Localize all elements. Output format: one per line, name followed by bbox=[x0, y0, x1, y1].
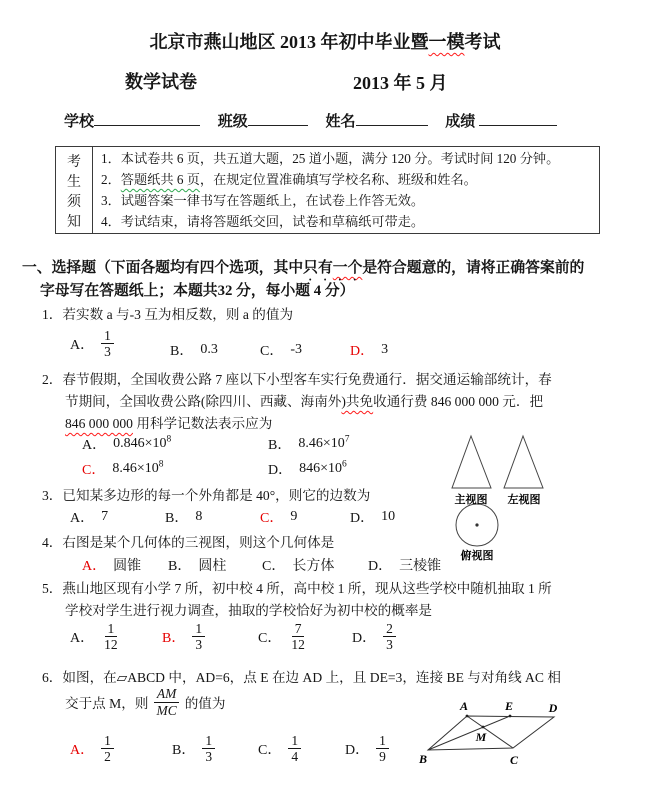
point-e-dot bbox=[509, 715, 512, 718]
field-class-blank bbox=[248, 112, 308, 126]
notice-side-char-3: 须 bbox=[67, 195, 81, 210]
q5-option-d-letter: D． bbox=[352, 630, 377, 646]
front-view-label: 主视图 bbox=[454, 494, 488, 506]
q4-option-a-letter: A． bbox=[82, 559, 107, 574]
q4-option-b-letter: B． bbox=[168, 559, 192, 574]
q6-b-denominator: 3 bbox=[205, 749, 213, 765]
exam-date: 2013 年 5 月 bbox=[353, 73, 448, 93]
title-wavy-segment: 一模 bbox=[428, 32, 465, 52]
q1-option-a-fraction bbox=[101, 328, 114, 359]
section-post: 是符合题意的，请将正确答案前的 bbox=[362, 260, 585, 276]
q1-option-b-letter: B． bbox=[170, 344, 194, 359]
front-view-triangle bbox=[452, 436, 491, 488]
question-1-text: 1．若实数 a 与-3 互为相反数，则 a 的值为 bbox=[42, 307, 294, 322]
q6-option-d bbox=[345, 733, 389, 764]
q2-b-base: 8.46×10 bbox=[298, 436, 345, 451]
q5-a-denominator: 12 bbox=[104, 637, 118, 653]
q6-option-c bbox=[258, 733, 301, 764]
q2-option-a-value bbox=[113, 436, 171, 452]
student-info-row bbox=[64, 110, 571, 131]
q4-option-c bbox=[262, 555, 334, 575]
q3-option-b-value: 8 bbox=[195, 509, 203, 524]
q2-option-d-letter: D． bbox=[268, 463, 293, 478]
q6-b-numerator: 1 bbox=[202, 733, 215, 749]
field-school-blank bbox=[94, 112, 200, 126]
question-4-text: 4．右图是某个几何体的三视图，则这个几何体是 bbox=[42, 535, 335, 550]
q6-a-denominator: 2 bbox=[104, 749, 111, 765]
q1-a-denominator: 3 bbox=[104, 344, 111, 360]
q4-option-b bbox=[168, 555, 226, 575]
q2-a-exponent: 8 bbox=[166, 434, 172, 445]
field-name bbox=[326, 114, 428, 130]
q2-a-base: 0.846×10 bbox=[113, 436, 167, 451]
q1-option-d-letter: D． bbox=[350, 344, 375, 359]
q2-option-b bbox=[268, 434, 350, 454]
q6-inline-fraction bbox=[153, 686, 179, 717]
q3-option-d bbox=[350, 507, 395, 527]
notice-item-1: 1．本试卷共 6 页，共五道大题，25 道小题，满分 120 分。考试时间 120 分钟。 bbox=[101, 151, 560, 166]
notice-item-4: 4．考试结束，请将答题纸交回，试卷和草稿纸可带走。 bbox=[101, 214, 425, 229]
q6-option-a-fraction bbox=[101, 733, 114, 764]
q6-option-b-letter: B． bbox=[172, 742, 196, 758]
vertex-e-label: E bbox=[504, 699, 514, 713]
q4-option-d bbox=[368, 555, 441, 575]
q2-option-d-value bbox=[299, 461, 347, 477]
point-a-dot bbox=[466, 715, 469, 718]
q5-b-numerator: 1 bbox=[192, 621, 205, 637]
field-score bbox=[445, 114, 557, 130]
notice-item-3: 3．试题答案一律书写在答题纸上，在试卷上作答无效。 bbox=[101, 193, 425, 208]
q6-option-b bbox=[172, 733, 215, 764]
field-score-label: 成绩 bbox=[445, 114, 476, 130]
q2-d-exponent: 6 bbox=[342, 459, 347, 470]
q5-option-b-letter: B． bbox=[162, 630, 186, 646]
point-m-dot bbox=[482, 726, 485, 729]
q2-line2-wavy: )共免 bbox=[341, 394, 374, 409]
candidate-notice-box bbox=[55, 146, 600, 234]
q2-option-b-letter: B． bbox=[268, 438, 292, 453]
q2-line2-rest: 收通行费 846 000 000 元．把 bbox=[373, 394, 544, 409]
q2-c-base: 8.46×10 bbox=[112, 461, 159, 476]
q5-a-numerator: 1 bbox=[105, 621, 118, 637]
vertex-c-label: C bbox=[509, 753, 519, 767]
field-class-label: 班级 bbox=[217, 114, 248, 130]
q2-line3-rest: 用科学记数法表示应为 bbox=[132, 416, 273, 431]
q2-line2-pre: 节期间，全国收费公路(除四川、西藏、海南外 bbox=[65, 394, 342, 409]
q2-option-c bbox=[82, 459, 164, 479]
q2-option-a-letter: A． bbox=[82, 438, 107, 453]
field-school-label: 学校 bbox=[64, 114, 95, 130]
q5-option-a-fraction bbox=[101, 621, 121, 652]
q5-d-numerator: 2 bbox=[383, 621, 396, 637]
q6-a-numerator: 1 bbox=[101, 733, 114, 749]
point-m-label: M bbox=[475, 730, 487, 744]
vertex-d-label: D bbox=[548, 701, 558, 715]
section-heading-line2: 字母写在答题纸上；本题共32 分，每小题 4 分） bbox=[40, 283, 355, 299]
top-view-label: 俯视图 bbox=[460, 550, 494, 562]
q3-option-c-letter: C． bbox=[260, 511, 284, 526]
question-6-line1: 6．如图，在▱ABCD 中，AD=6，点 E 在边 AD 上，且 DE=3，连接 BE 与对角线 AC 相 bbox=[42, 670, 561, 685]
q6-fraction-numerator: AM bbox=[154, 686, 180, 702]
q3-option-a bbox=[70, 507, 108, 527]
field-name-label: 姓名 bbox=[325, 114, 356, 130]
q2-option-b-value bbox=[298, 436, 349, 452]
q5-d-denominator: 3 bbox=[386, 637, 393, 653]
q2-d-base: 846×10 bbox=[299, 461, 343, 476]
question-5-line2: 学校对学生进行视力调查，抽取的学校恰好为初中校的概率是 bbox=[65, 603, 433, 618]
three-views-drawing bbox=[446, 428, 571, 563]
q2-option-c-value bbox=[112, 461, 163, 477]
q6-c-denominator: 4 bbox=[291, 749, 299, 765]
q6-line2-pre: 交于点 M，则 bbox=[65, 696, 149, 711]
vertex-a-label: A bbox=[459, 699, 469, 713]
q5-option-a-letter: A． bbox=[70, 630, 95, 646]
left-view-triangle bbox=[504, 436, 543, 488]
diagonal-ac bbox=[467, 716, 513, 748]
q1-option-c bbox=[260, 340, 302, 360]
q6-option-b-fraction bbox=[202, 733, 215, 764]
q4-option-d-letter: D． bbox=[368, 559, 393, 574]
q3-option-a-value: 7 bbox=[101, 509, 109, 524]
q2-b-exponent: 7 bbox=[344, 434, 350, 445]
q6-d-denominator: 9 bbox=[379, 749, 386, 765]
q5-option-c-letter: C． bbox=[258, 630, 282, 646]
notice-side-char-2: 生 bbox=[67, 175, 81, 190]
q5-option-a bbox=[70, 621, 121, 652]
q2-option-c-letter: C． bbox=[82, 463, 106, 478]
q4-option-d-value: 三棱锥 bbox=[399, 559, 442, 574]
field-score-blank bbox=[479, 112, 557, 126]
q5-option-b bbox=[162, 621, 205, 652]
q3-option-b bbox=[165, 507, 202, 527]
q2-option-a bbox=[82, 434, 171, 454]
notice-side-char-4: 知 bbox=[67, 215, 81, 230]
q3-option-a-letter: A． bbox=[70, 511, 95, 526]
q4-option-b-value: 圆柱 bbox=[198, 559, 227, 574]
question-3-text: 3．已知某多边形的每一个外角都是 40°，则它的边数为 bbox=[42, 488, 371, 503]
q2-c-exponent: 8 bbox=[158, 459, 164, 470]
question-6-line2 bbox=[65, 684, 226, 720]
paper-title bbox=[0, 28, 650, 54]
q5-option-b-fraction bbox=[192, 621, 205, 652]
q5-option-d-fraction bbox=[383, 621, 396, 652]
subject-title: 数学试卷 bbox=[125, 72, 197, 92]
q3-option-d-letter: D． bbox=[350, 511, 375, 526]
q6-option-c-letter: C． bbox=[258, 742, 282, 758]
q3-option-b-letter: B． bbox=[165, 511, 189, 526]
q1-a-numerator: 1 bbox=[101, 328, 114, 344]
title-pre: 北京市燕山地区 2013 年初中毕业暨 bbox=[149, 32, 429, 52]
q1-option-c-letter: C． bbox=[260, 344, 284, 359]
q6-c-numerator: 1 bbox=[288, 733, 301, 749]
question-2-line1: 2．春节假期，全国收费公路 7 座以下小型客车实行免费通行．据交通运输部统计，春 bbox=[42, 372, 552, 387]
q6-fraction-denominator: MC bbox=[156, 702, 177, 718]
q3-option-d-value: 10 bbox=[381, 509, 396, 524]
q3-option-c-value: 9 bbox=[290, 509, 298, 524]
q4-option-c-value: 长方体 bbox=[292, 559, 335, 574]
q6-line2-post: 的值为 bbox=[184, 696, 226, 711]
q4-option-a-value: 圆锥 bbox=[113, 559, 142, 574]
q2-line3-wavy: 846 000 000 bbox=[65, 416, 133, 431]
q1-option-b-value: 0.3 bbox=[200, 342, 218, 357]
q4-option-a bbox=[82, 555, 141, 575]
q6-option-d-fraction bbox=[376, 733, 389, 764]
q6-option-d-letter: D． bbox=[345, 742, 370, 758]
field-school bbox=[64, 114, 200, 130]
section-pre: 一、选择题（下面各题均有四个选项，其中 bbox=[22, 260, 304, 276]
q6-option-c-fraction bbox=[288, 733, 301, 764]
q6-option-a-letter: A． bbox=[70, 742, 95, 758]
field-name-blank bbox=[356, 112, 428, 126]
notice-item-2-underlined: 答题纸共 6 页 bbox=[120, 172, 200, 187]
q3-option-c bbox=[260, 507, 297, 527]
segment-be bbox=[428, 716, 510, 750]
parallelogram-figure bbox=[415, 698, 565, 778]
q5-option-d bbox=[352, 621, 396, 652]
q6-d-numerator: 1 bbox=[376, 733, 389, 749]
q6-option-a bbox=[70, 733, 114, 764]
q5-c-denominator: 12 bbox=[291, 637, 305, 653]
top-view-center-dot bbox=[475, 523, 478, 526]
left-view-label: 左视图 bbox=[507, 494, 541, 506]
question-2-line2 bbox=[65, 390, 543, 410]
notice-side-label bbox=[56, 147, 93, 233]
q1-option-a bbox=[70, 328, 114, 359]
q1-option-b bbox=[170, 340, 218, 360]
q1-option-c-value: -3 bbox=[290, 342, 303, 357]
q5-option-c-fraction bbox=[288, 621, 308, 652]
notice-item-2 bbox=[101, 169, 591, 190]
q1-option-d-value: 3 bbox=[381, 342, 389, 357]
notice-item-2-number: 2． bbox=[101, 172, 121, 187]
question-2-line3 bbox=[65, 412, 272, 432]
three-views-figure bbox=[446, 428, 571, 563]
q1-option-a-letter: A． bbox=[70, 337, 95, 353]
question-5-line1: 5．燕山地区现有小学 7 所，初中校 4 所，高中校 1 所，现从这些学校中随机抽取 1 所 bbox=[42, 581, 552, 596]
section-emphasis-1: 只有 bbox=[303, 260, 333, 276]
q5-b-denominator: 3 bbox=[195, 637, 203, 653]
field-class bbox=[218, 114, 308, 130]
q5-option-c bbox=[258, 621, 308, 652]
q5-c-numerator: 7 bbox=[292, 621, 305, 637]
title-post: 考试 bbox=[464, 32, 501, 52]
notice-item-2-rest: ，在规定位置准确填写学校名称、班级和姓名。 bbox=[199, 172, 477, 187]
notice-items bbox=[93, 147, 599, 233]
q1-option-d bbox=[350, 340, 388, 360]
q2-option-d bbox=[268, 459, 347, 479]
parallelogram-drawing bbox=[415, 698, 565, 778]
q4-option-c-letter: C． bbox=[262, 559, 286, 574]
notice-side-char-1: 考 bbox=[67, 155, 81, 170]
vertex-b-label: B bbox=[418, 752, 428, 766]
section-emphasis-2: 一个 bbox=[332, 260, 363, 276]
